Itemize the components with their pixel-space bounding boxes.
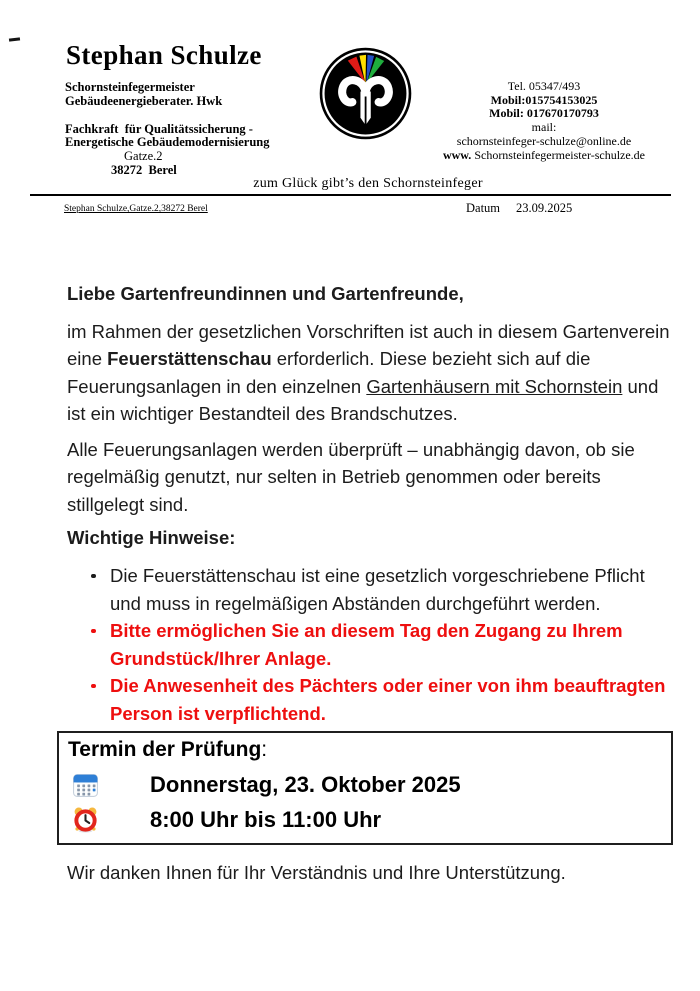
mobile-number: Mobil: 017670170793 (489, 106, 599, 121)
role-line: Schornsteinfegermeister (65, 80, 195, 94)
sender-return-address-line: Stephan Schulze,Gatze.2,38272 Berel (64, 204, 208, 214)
phone-number: Tel. 05347/493 (507, 79, 581, 93)
paragraph-scope: Alle Feuerungsanlagen werden überprüft – unabhängig davon, ob sie regelmäßig genutzt, nur selten in Betrieb genommen oder bereits stillgelegt sind. (67, 439, 635, 515)
tagline: zum Glück gibt’s den Schornsteinfeger (253, 176, 483, 191)
hints-heading: Wichtige Hinweise: (67, 527, 236, 548)
contact-block (428, 80, 660, 162)
alarm-clock-icon (72, 806, 99, 833)
schornsteinfeger-guild-logo-icon (319, 47, 412, 140)
appointment-box (57, 731, 673, 845)
email-address: schornsteinfeger-schulze@online.de (456, 133, 632, 148)
list-item: Die Feuerstättenschau ist eine gesetzlich vorgeschriebene Pflicht und muss in regelmäßigen Abständen durchgeführt werden. (67, 562, 695, 617)
appointment-time-row (72, 806, 381, 833)
sender-name: Stephan Schulze (66, 40, 262, 70)
appointment-heading: Termin der Prüfung: (68, 738, 268, 761)
highlight-feuerstaettenschau: Feuerstättenschau (107, 348, 272, 370)
date-value: 23.09.2025 (516, 201, 573, 215)
list-item-warning: Die Anwesenheit des Pächters oder einer von ihm beauftragten Person ist verpflichtend. (67, 672, 695, 727)
www-prefix: www. (442, 147, 472, 162)
sender-street: Gatze.2 (124, 149, 163, 164)
paragraph-intro: im Rahmen der gesetzlichen Vorschriften ist auch in diesem Gartenverein eine Feuerstättenschau erforderlich. Diese bezieht sich auf die Feuerungsanlagen in den einzelnen Gartenhäusern mit Schornstein und ist ein wichtiger Bestandteil des Brandschutzes. (67, 321, 670, 424)
list-item-warning: Bitte ermöglichen Sie an diesem Tag den Zugang zu Ihrem Grundstück/Ihrer Anlage. (67, 617, 695, 672)
date-block (466, 201, 572, 216)
website-address: www. Schornsteinfegermeister-schulze.de (442, 147, 646, 162)
hints-list (67, 562, 695, 727)
header-divider-line (30, 194, 671, 196)
sender-roles-address (65, 81, 270, 178)
role-line: Energetische Gebäudemodernisierung (65, 135, 270, 150)
appointment-date: Donnerstag, 23. Oktober 2025 (150, 771, 461, 797)
salutation: Liebe Gartenfreundinnen und Gartenfreunde, (67, 283, 464, 304)
mail-label: mail: (531, 120, 557, 135)
sender-city: 38272 Berel (111, 162, 177, 177)
closing-line: Wir danken Ihnen für Ihr Verständnis und Ihre Unterstützung. (67, 862, 566, 883)
role-line: Gebäudeenergieberater. Hwk (65, 93, 223, 108)
calendar-icon (72, 771, 99, 798)
scan-artifact-mark (9, 37, 20, 41)
appointment-time: 8:00 Uhr bis 11:00 Uhr (150, 806, 382, 832)
appointment-date-row (72, 771, 461, 798)
underline-gartenhaeuser: Gartenhäusern mit Schornstein (366, 375, 623, 397)
mobile-number: Mobil:015754153025 (490, 92, 598, 107)
role-line: Fachkraft für Qualitätssicherung - (65, 121, 253, 136)
date-label: Datum (466, 201, 501, 215)
